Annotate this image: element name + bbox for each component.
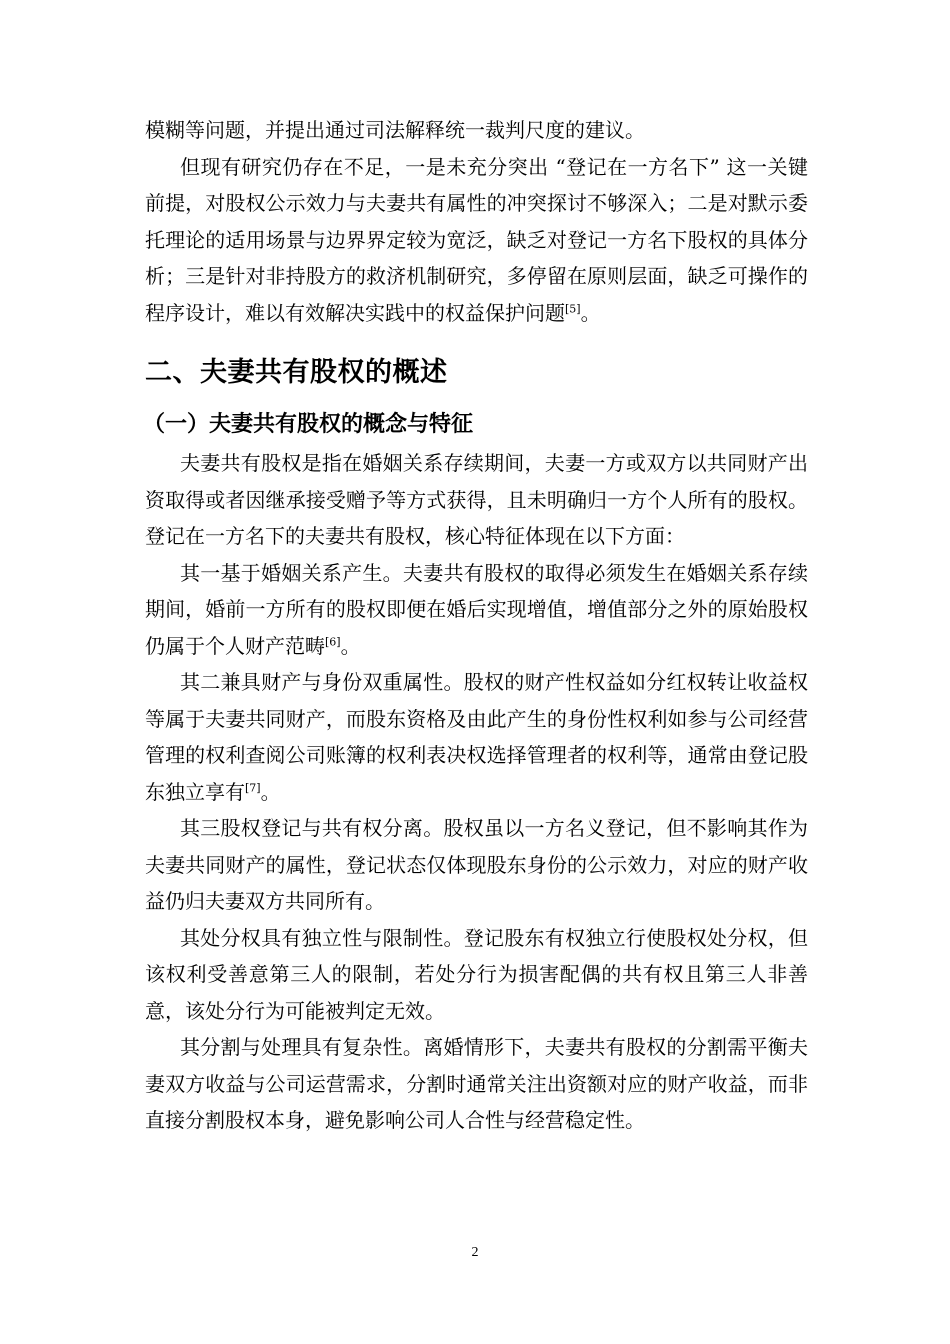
paragraph-feature-1 — [145, 555, 808, 665]
paragraph-feature-4 — [145, 920, 808, 1030]
paragraph-feature-3 — [145, 810, 808, 920]
citation-ref: [5] — [565, 301, 581, 315]
citation-ref: [7] — [245, 780, 261, 794]
paragraph-tail: 。 — [340, 633, 361, 658]
paragraph-text: 其处分权具有独立性与限制性。登记股东有权独立行使股权处分权，但该权利受善意第三人的限制，若处分行为损害配偶的共有权且第三人非善意，该处分行为可能被判定无效。 — [145, 925, 808, 1023]
paragraph-text: 夫妻共有股权是指在婚姻关系存续期间，夫妻一方或双方以共同财产出资取得或者因继承接受赠予等方式获得，且未明确归一方个人所有的股权。登记在一方名下的夫妻共有股权，核心特征体现在以下方面： — [145, 451, 808, 548]
paragraph-feature-5 — [145, 1029, 808, 1139]
paragraph-tail: 。 — [580, 300, 601, 325]
paragraph-text: 其一基于婚姻关系产生。夫妻共有股权的取得必须发生在婚姻关系存续期间，婚前一方所有的股权即便在婚后实现增值，增值部分之外的原始股权仍属于个人财产范畴 — [145, 560, 808, 658]
paragraph-tail: 。 — [260, 779, 281, 804]
paragraph-feature-2 — [145, 664, 808, 810]
paragraph-research-gaps — [145, 149, 808, 332]
citation-ref: [6] — [325, 634, 341, 648]
paragraph-definition — [145, 445, 808, 555]
paragraph-text: 其三股权登记与共有权分离。股权虽以一方名义登记，但不影响其作为夫妻共同财产的属性，登记状态仅体现股东身份的公示效力，对应的财产收益仍归夫妻双方共同所有。 — [145, 816, 808, 913]
paragraph-intro-continuation — [145, 112, 808, 149]
subsection-heading: （一）夫妻共有股权的概念与特征 — [143, 412, 474, 437]
paragraph-text: 其二兼具财产与身份双重属性。股权的财产性权益如分红权转让收益权等属于夫妻共同财产，而股东资格及由此产生的身份性权利如参与公司经营管理的权利查阅公司账簿的权利表决权选择管理者的权利等，通常由登记股东独立享有 — [145, 670, 808, 804]
paragraph-text: 其分割与处理具有复杂性。离婚情形下，夫妻共有股权的分割需平衡夫妻双方收益与公司运营需求，分割时通常关注出资额对应的财产收益，而非直接分割股权本身，避免影响公司人合性与经营稳定性。 — [145, 1035, 808, 1132]
page-number: 2 — [471, 1245, 479, 1260]
section-heading: 二、夫妻共有股权的概述 — [145, 357, 448, 388]
paragraph-text: 但现有研究仍存在不足，一是未充分突出 “登记在一方名下” 这一关键前提，对股权公示效力与夫妻共有属性的冲突探讨不够深入；二是对默示委托理论的适用场景与边界界定较为宽泛，缺乏对登记一方名下股权的具体分析；三是针对非持股方的救济机制研究，多停留在原则层面，缺乏可操作的程序设计，难以有效解决实践中的权益保护问题 — [145, 154, 808, 325]
document-page — [145, 112, 808, 1139]
paragraph-text: 模糊等问题，并提出通过司法解释统一裁判尺度的建议。 — [145, 118, 645, 142]
